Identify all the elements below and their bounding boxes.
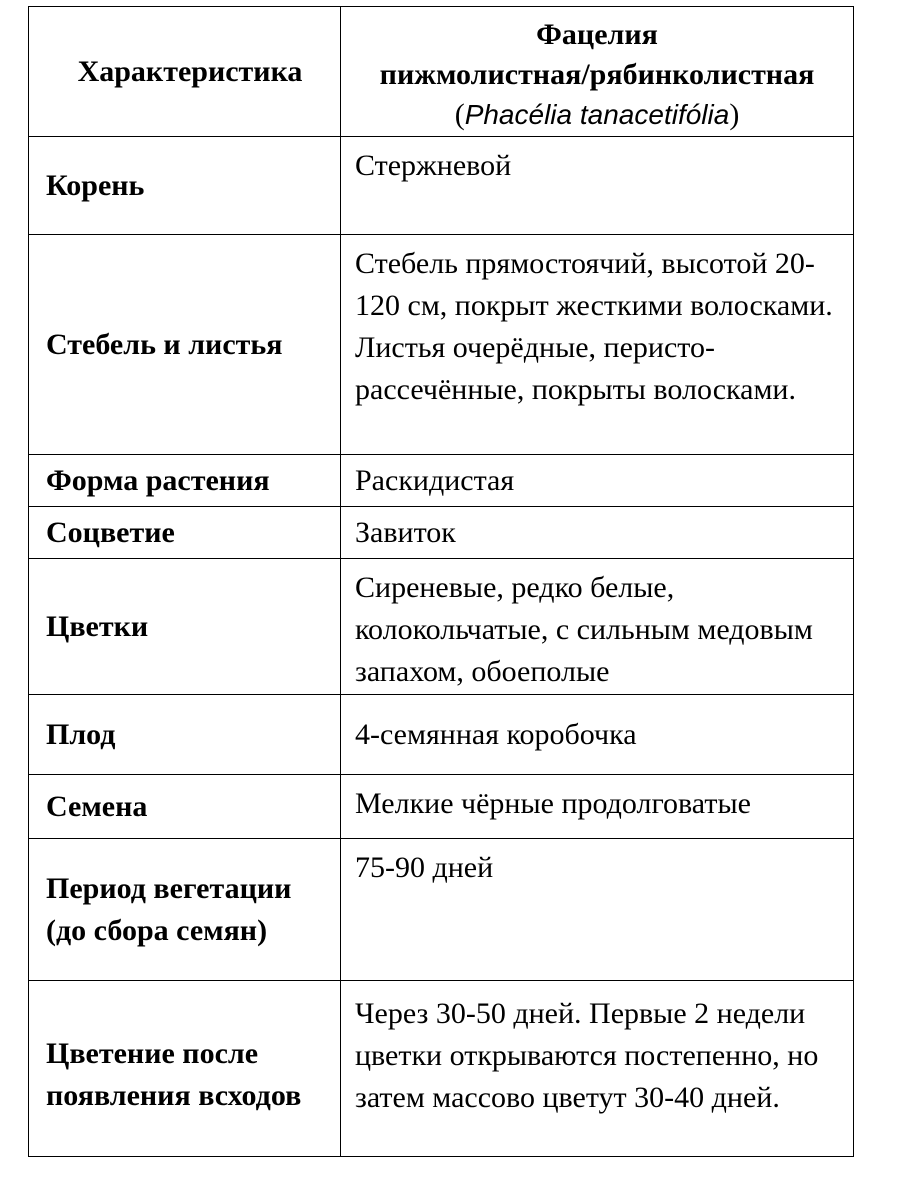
row-label-vegetation-period: Период вегетации (до сбора семян) xyxy=(29,839,341,981)
table-row xyxy=(29,235,854,455)
row-value-seeds: Мелкие чёрные продолговатые xyxy=(341,775,854,839)
table-row xyxy=(29,695,854,775)
row-value-stem-leaves: Стебель прямостоячий, высотой 20-120 см, покрыт жесткими волосками. Листья очерёдные, перисто-рассечённые, покрыты волосками. xyxy=(341,235,854,455)
row-label-fruit: Плод xyxy=(29,695,341,775)
header-plant-name xyxy=(341,7,854,137)
latin-name: Phacélia tanacetifólia xyxy=(464,99,730,130)
row-label-flowering: Цветение после появления всходов xyxy=(29,981,341,1157)
row-value-flowers: Сиреневые, редко белые, колокольчатые, с сильным медовым запахом, обоеполые xyxy=(341,559,854,695)
table-row xyxy=(29,507,854,559)
characteristics-table xyxy=(28,6,854,1157)
header-characteristic: Характеристика xyxy=(29,7,341,137)
row-value-fruit: 4-семянная коробочка xyxy=(341,695,854,775)
row-label-root: Корень xyxy=(29,137,341,235)
row-value-root: Стержневой xyxy=(341,137,854,235)
row-value-plant-form: Раскидистая xyxy=(341,455,854,507)
table-row xyxy=(29,137,854,235)
paren-close: ) xyxy=(729,98,740,131)
row-label-inflorescence: Соцветие xyxy=(29,507,341,559)
table-row xyxy=(29,455,854,507)
header-plant-line2: пижмолистная/рябинколистная xyxy=(379,58,815,91)
table-row xyxy=(29,839,854,981)
row-label-seeds: Семена xyxy=(29,775,341,839)
header-plant-line1: Фацелия xyxy=(536,18,658,51)
table-row xyxy=(29,981,854,1157)
row-value-vegetation-period: 75-90 дней xyxy=(341,839,854,981)
table-header-row xyxy=(29,7,854,137)
row-label-stem-leaves: Стебель и листья xyxy=(29,235,341,455)
row-label-flowers: Цветки xyxy=(29,559,341,695)
paren-open: ( xyxy=(454,98,465,131)
table-row xyxy=(29,775,854,839)
row-value-inflorescence: Завиток xyxy=(341,507,854,559)
row-value-flowering: Через 30-50 дней. Первые 2 недели цветки открываются постепенно, но затем массово цветут 30-40 дней. xyxy=(341,981,854,1157)
row-label-plant-form: Форма растения xyxy=(29,455,341,507)
table-row xyxy=(29,559,854,695)
